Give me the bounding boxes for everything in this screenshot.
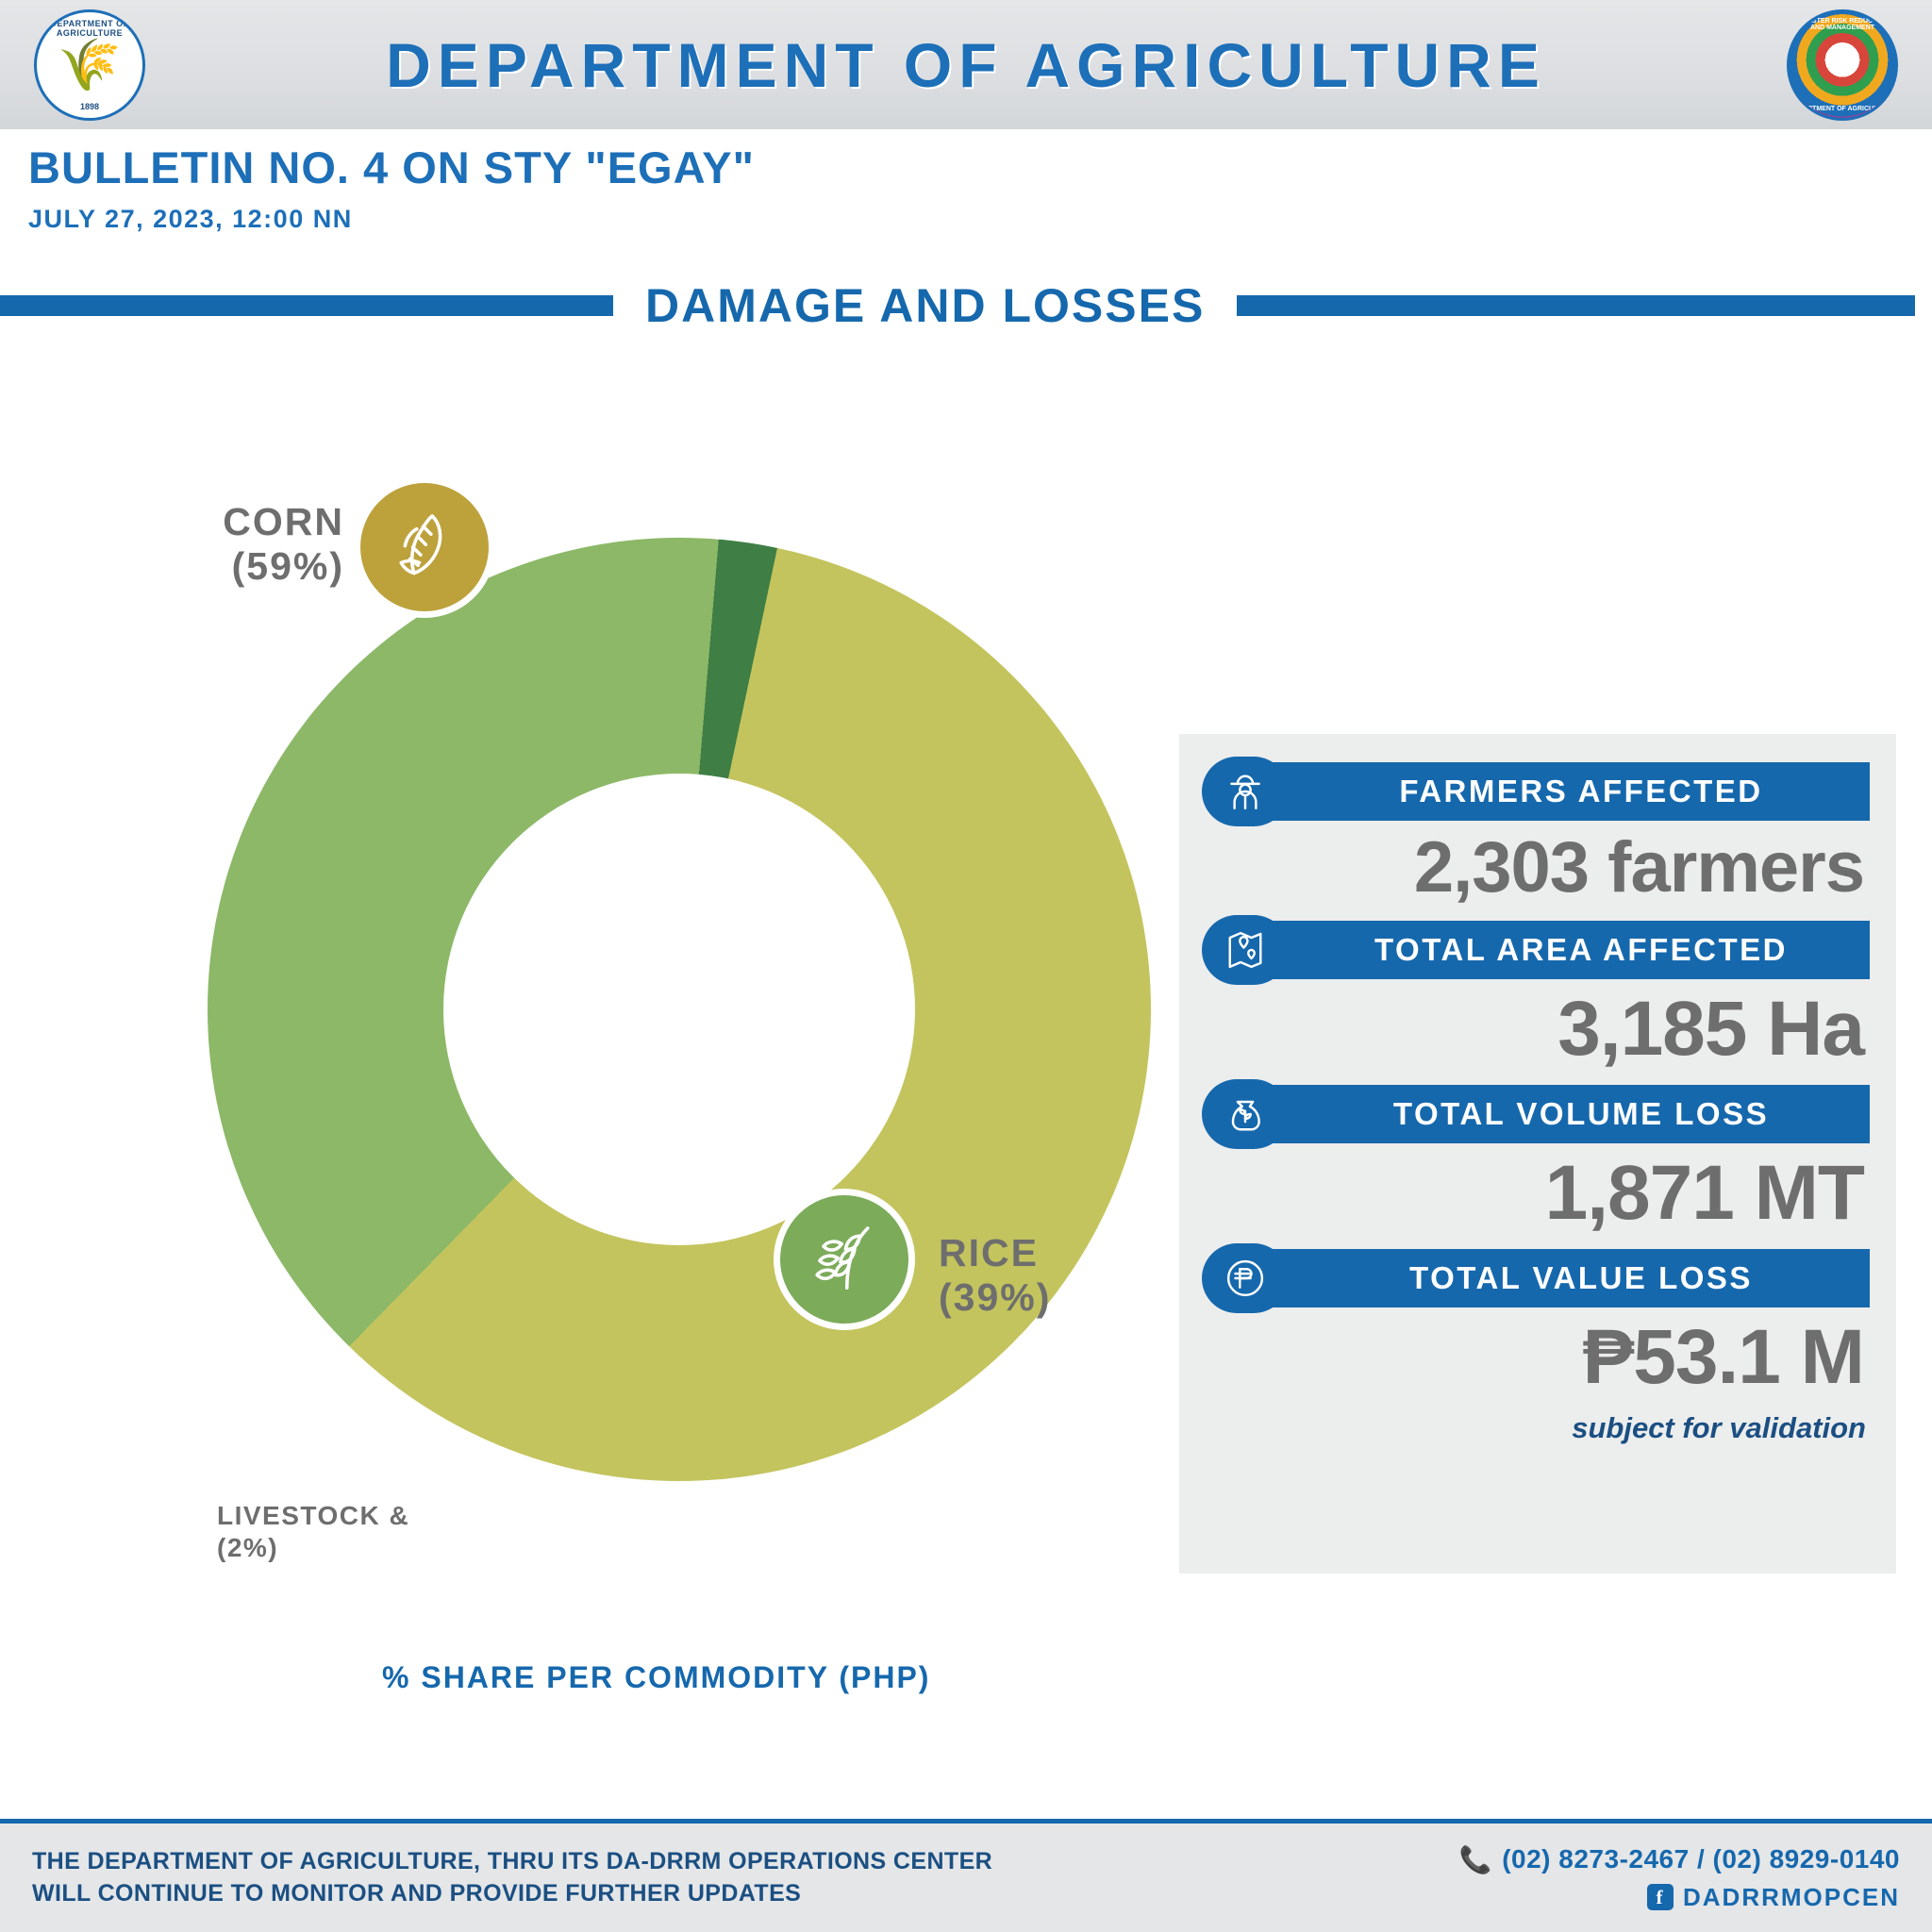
stat-label-value-text: TOTAL VALUE LOSS (1409, 1259, 1753, 1295)
stat-label-value (1268, 1249, 1870, 1307)
footer-phone (1459, 1844, 1900, 1875)
page-header (0, 0, 1932, 129)
footer-message-line1: THE DEPARTMENT OF AGRICULTURE, THRU ITS DA-DRRM OPERATIONS CENTER (32, 1847, 993, 1874)
stat-label-area-text: TOTAL AREA AFFECTED (1374, 931, 1788, 967)
bulletin-block (28, 142, 755, 234)
peso-icon-glyph (1221, 1254, 1270, 1303)
bulletin-title: BULLETIN NO. 4 ON STY "EGAY" (28, 142, 755, 192)
stat-label-farmers-text: FARMERS AFFECTED (1399, 774, 1763, 808)
page-footer (0, 1819, 1932, 1932)
da-logo (34, 9, 145, 121)
section-title: DAMAGE AND LOSSES (645, 279, 1206, 332)
drrm-logo (1787, 9, 1898, 121)
commodity-share-chart (156, 500, 1127, 1694)
stat-label-farmers (1268, 762, 1870, 821)
sack-icon (1202, 1079, 1289, 1149)
livestock-label: LIVESTOCK & (2%) (217, 1501, 410, 1562)
rice-icon (803, 1218, 886, 1301)
rice-label-value: (39%) (939, 1275, 1052, 1320)
corn-badge (354, 476, 495, 618)
section-rule-left (0, 295, 613, 316)
farmer-icon (1202, 757, 1289, 826)
section-header (0, 278, 1932, 333)
donut-hole (443, 774, 915, 1245)
farmer-icon-glyph (1221, 767, 1270, 816)
sack-icon-glyph (1221, 1090, 1270, 1139)
corn-label-name: CORN (223, 500, 344, 543)
map-pin-icon (1202, 915, 1289, 985)
drrm-logo-top-text: DISASTER RISK REDUCTION AND MANAGEMENT (1796, 17, 1889, 31)
footer-message (32, 1846, 992, 1910)
validation-note: subject for validation (1572, 1411, 1866, 1445)
stat-value-area: 3,185 Ha (1557, 985, 1864, 1072)
corn-label (61, 500, 344, 589)
bulletin-date: JULY 27, 2023, 12:00 NN (28, 205, 353, 233)
stat-row-volume (1202, 1079, 1870, 1149)
wheat-icon: 🌾 (58, 36, 122, 93)
stat-value-value: ₱53.1 M (1582, 1313, 1864, 1400)
livestock-label-value: (2%) (217, 1532, 279, 1562)
section-rule-right (1237, 295, 1915, 316)
summary-stats-panel (1179, 734, 1896, 1574)
stat-row-farmers (1202, 757, 1870, 826)
chart-caption: % SHARE PER COMMODITY (PHP) (382, 1660, 931, 1694)
footer-facebook-text: DADRRMOPCEN (1683, 1882, 1900, 1911)
drrm-logo-bottom-text: DEPARTMENT OF AGRICULTURE (1790, 105, 1895, 112)
footer-contacts (1459, 1844, 1900, 1912)
stat-row-value (1202, 1243, 1870, 1313)
phone-icon: 📞 (1458, 1844, 1493, 1874)
drrm-center-icon: ☸ (1827, 46, 1857, 83)
stat-row-area (1202, 915, 1870, 985)
footer-message-line2: WILL CONTINUE TO MONITOR AND PROVIDE FURTHER UPDATES (32, 1879, 802, 1907)
stat-label-volume-text: TOTAL VOLUME LOSS (1392, 1095, 1770, 1131)
corn-icon (383, 506, 466, 589)
footer-facebook[interactable] (1459, 1883, 1900, 1912)
da-logo-ring-text: DEPARTMENT OF AGRICULTURE (50, 18, 129, 38)
rice-badge (774, 1189, 915, 1330)
stat-value-volume: 1,871 MT (1544, 1149, 1864, 1236)
map-pin-icon-glyph (1221, 925, 1270, 974)
stat-label-area (1268, 921, 1870, 979)
page-title: DEPARTMENT OF AGRICULTURE (386, 29, 1546, 100)
footer-phone-text: (02) 8273-2467 / (02) 8929-0140 (1502, 1844, 1900, 1874)
rice-label (939, 1231, 1051, 1320)
facebook-icon: f (1647, 1884, 1674, 1910)
stat-label-volume (1268, 1085, 1870, 1143)
stat-value-farmers: 2,303 farmers (1413, 827, 1864, 908)
peso-icon (1202, 1243, 1289, 1313)
da-logo-year: 1898 (79, 101, 100, 111)
rice-label-name: RICE (939, 1231, 1039, 1274)
corn-label-value: (59%) (231, 544, 344, 589)
